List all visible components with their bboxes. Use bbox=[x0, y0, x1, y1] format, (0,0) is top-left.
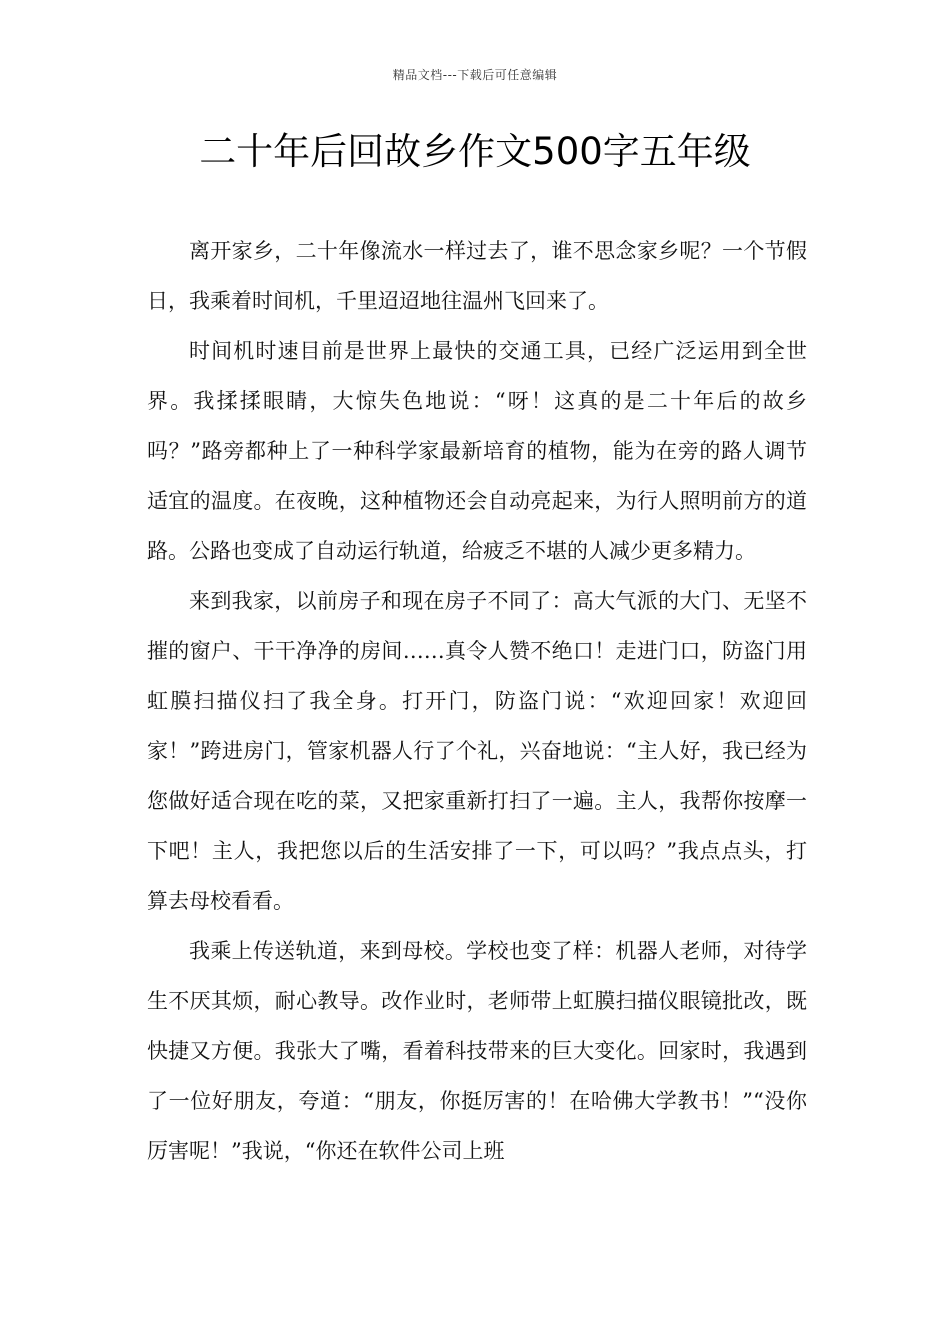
paragraph-4: 我乘上传送轨道，来到母校。学校也变了样：机器人老师，对待学生不厌其烦，耐心教导。改作业时，老师带上虹膜扫描仪眼镜批改，既快捷又方便。我张大了嘴，看着科技带来的巨大变化。回家时，我遇到了一位好朋友，夸道：“朋友，你挺厉害的！在哈佛大学教书！”“没你厉害呢！”我说，“你还在软件公司上班 bbox=[147, 939, 807, 1163]
document-title: 二十年后回故乡作文500字五年级 bbox=[199, 130, 751, 173]
document-body bbox=[147, 226, 807, 1176]
paragraph-2: 时间机时速目前是世界上最快的交通工具，已经广泛运用到全世界。我揉揉眼睛，大惊失色地说：“呀！这真的是二十年后的故乡吗？”路旁都种上了一种科学家最新培育的植物，能为在旁的路人调节适宜的温度。在夜晚，这种植物还会自动亮起来，为行人照明前方的道路。公路也变成了自动运行轨道，给疲乏不堪的人减少更多精力。 bbox=[147, 339, 807, 563]
header-note: 精品文档---下载后可任意编辑 bbox=[392, 68, 558, 82]
paragraph-1: 离开家乡，二十年像流水一样过去了，谁不思念家乡呢？一个节假日，我乘着时间机，千里迢迢地往温州飞回来了。 bbox=[147, 239, 807, 313]
paragraph-3: 来到我家，以前房子和现在房子不同了：高大气派的大门、无坚不摧的窗户、干干净净的房间……真令人赞不绝口！走进门口，防盗门用虹膜扫描仪扫了我全身。打开门，防盗门说：“欢迎回家！欢迎回家！”跨进房门，管家机器人行了个礼，兴奋地说：“主人好，我已经为您做好适合现在吃的菜，又把家重新打扫了一遍。主人，我帮你按摩一下吧！主人，我把您以后的生活安排了一下，可以吗？”我点点头，打算去母校看看。 bbox=[147, 589, 807, 913]
